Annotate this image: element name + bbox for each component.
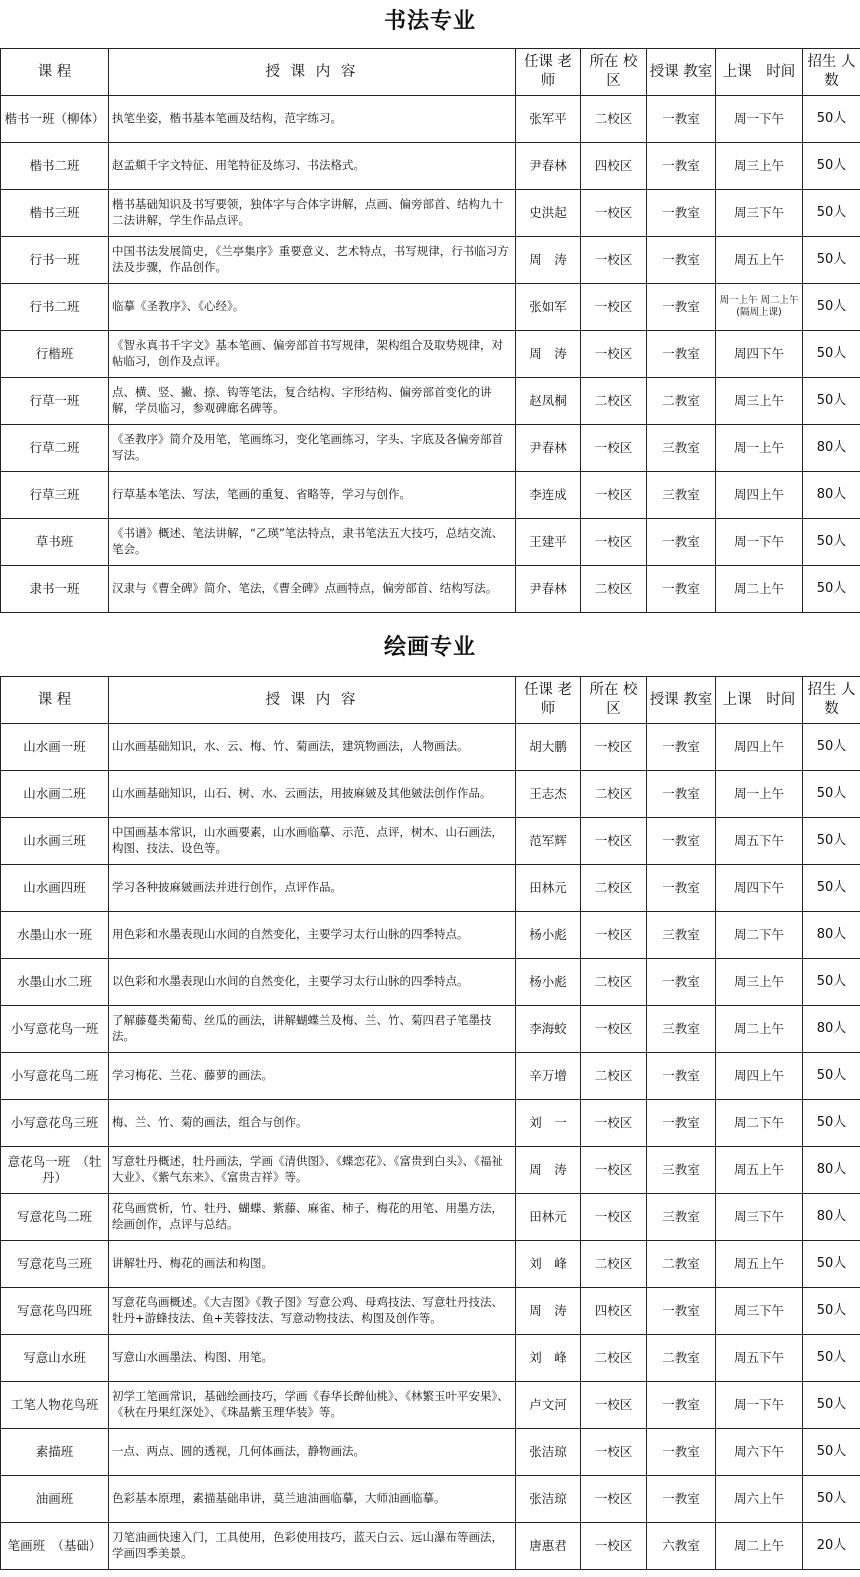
campus-cell: 二校区 <box>581 1241 647 1288</box>
content-cell: 刀笔油画快速入门，工具使用，色彩使用技巧，蓝天白云、远山瀑布等画法，学画四季美景。 <box>109 1523 516 1570</box>
header-campus: 所在 校区 <box>581 49 647 96</box>
seats-cell: 50人 <box>803 1476 860 1523</box>
campus-cell: 一校区 <box>581 912 647 959</box>
calligraphy-section-title: 书法专业 <box>383 9 476 34</box>
time-cell: 周四下午 <box>716 331 803 378</box>
seats-cell: 50人 <box>803 190 860 237</box>
campus-cell: 一校区 <box>581 1382 647 1429</box>
teacher-cell: 张军平 <box>516 96 581 143</box>
table-row <box>1 818 860 865</box>
content-cell: 一点、两点、圆的透视，几何体画法，静物画法。 <box>109 1429 516 1476</box>
course-cell: 山水画二班 <box>1 771 109 818</box>
room-cell: 一教室 <box>647 331 716 378</box>
room-cell: 二教室 <box>647 1241 716 1288</box>
room-cell: 三教室 <box>647 912 716 959</box>
time-cell: 周六上午 <box>716 1476 803 1523</box>
header-seats: 招生 人数 <box>803 49 860 96</box>
teacher-cell: 李海蛟 <box>516 1006 581 1053</box>
table-row <box>1 1147 860 1194</box>
header-time: 上课 时间 <box>716 49 803 96</box>
seats-cell: 50人 <box>803 1429 860 1476</box>
seats-cell: 50人 <box>803 959 860 1006</box>
seats-cell: 50人 <box>803 724 860 771</box>
table-row <box>1 1429 860 1476</box>
content-cell: 学习梅花、兰花、藤萝的画法。 <box>109 1053 516 1100</box>
course-cell: 工笔人物花鸟班 <box>1 1382 109 1429</box>
course-cell: 油画班 <box>1 1476 109 1523</box>
table-row <box>1 1053 860 1100</box>
seats-cell: 50人 <box>803 378 860 425</box>
table-row <box>1 1194 860 1241</box>
course-cell: 小写意花鸟一班 <box>1 1006 109 1053</box>
time-cell: 周三上午 <box>716 378 803 425</box>
content-cell: 了解藤蔓类葡萄、丝瓜的画法，讲解蝴蝶兰及梅、兰、竹、菊四君子笔墨技法。 <box>109 1006 516 1053</box>
seats-cell: 50人 <box>803 1288 860 1335</box>
campus-cell: 一校区 <box>581 818 647 865</box>
table-row <box>1 566 860 613</box>
campus-cell: 二校区 <box>581 1335 647 1382</box>
content-cell: 《智永真书千字文》基本笔画、偏旁部首书写规律，架构组合及取势规律，对帖临习，创作及点评。 <box>109 331 516 378</box>
course-cell: 行书一班 <box>1 237 109 284</box>
content-cell: 学习各种披麻皴画法并进行创作，点评作品。 <box>109 865 516 912</box>
course-cell: 行草二班 <box>1 425 109 472</box>
teacher-cell: 刘 峰 <box>516 1241 581 1288</box>
course-cell: 小写意花鸟三班 <box>1 1100 109 1147</box>
table-row <box>1 425 860 472</box>
room-cell: 一教室 <box>647 1382 716 1429</box>
room-cell: 三教室 <box>647 1147 716 1194</box>
seats-cell: 80人 <box>803 1147 860 1194</box>
campus-cell: 一校区 <box>581 237 647 284</box>
time-cell: 周五上午 <box>716 237 803 284</box>
room-cell: 三教室 <box>647 425 716 472</box>
seats-cell: 50人 <box>803 771 860 818</box>
teacher-cell: 尹春林 <box>516 143 581 190</box>
campus-cell: 一校区 <box>581 1147 647 1194</box>
table-row <box>1 378 860 425</box>
content-cell: 赵孟頫千字文特征、用笔特征及练习、书法格式。 <box>109 143 516 190</box>
time-cell: 周二上午 <box>716 1523 803 1570</box>
seats-cell: 80人 <box>803 912 860 959</box>
time-cell: 周二上午 <box>716 566 803 613</box>
campus-cell: 四校区 <box>581 143 647 190</box>
campus-cell: 二校区 <box>581 566 647 613</box>
table-row <box>1 1288 860 1335</box>
course-cell: 行楷班 <box>1 331 109 378</box>
teacher-cell: 周 涛 <box>516 331 581 378</box>
room-cell: 一教室 <box>647 1288 716 1335</box>
time-cell: 周四上午 <box>716 472 803 519</box>
table-row <box>1 1523 860 1570</box>
time-cell: 周三下午 <box>716 190 803 237</box>
course-cell: 写意花鸟四班 <box>1 1288 109 1335</box>
content-cell: 临摹《圣教序》、《心经》。 <box>109 284 516 331</box>
room-cell: 一教室 <box>647 771 716 818</box>
course-cell: 楷书三班 <box>1 190 109 237</box>
course-cell: 行草三班 <box>1 472 109 519</box>
course-cell: 写意花鸟三班 <box>1 1241 109 1288</box>
room-cell: 一教室 <box>647 1053 716 1100</box>
campus-cell: 一校区 <box>581 331 647 378</box>
course-cell: 草书班 <box>1 519 109 566</box>
campus-cell: 二校区 <box>581 865 647 912</box>
teacher-cell: 张如军 <box>516 284 581 331</box>
time-cell: 周三上午 <box>716 143 803 190</box>
header-teacher: 任课 老师 <box>516 49 581 96</box>
seats-cell: 50人 <box>803 237 860 284</box>
seats-cell: 50人 <box>803 566 860 613</box>
teacher-cell: 李连成 <box>516 472 581 519</box>
content-cell: 执笔坐姿，楷书基本笔画及结构，范字练习。 <box>109 96 516 143</box>
teacher-cell: 王建平 <box>516 519 581 566</box>
content-cell: 初学工笔画常识，基础绘画技巧，学画《春华长醉仙桃》、《林繁玉叶平安果》、《秋在丹果红深处》、《珠晶紫玉理华装》等。 <box>109 1382 516 1429</box>
seats-cell: 50人 <box>803 865 860 912</box>
course-cell: 行书二班 <box>1 284 109 331</box>
table-row <box>1 912 860 959</box>
course-cell: 笔画班 （基础） <box>1 1523 109 1570</box>
table-row <box>1 1241 860 1288</box>
room-cell: 一教室 <box>647 1429 716 1476</box>
campus-cell: 一校区 <box>581 1194 647 1241</box>
seats-cell: 50人 <box>803 143 860 190</box>
header-content: 授 课 内 容 <box>109 49 516 96</box>
content-cell: 梅、兰、竹、菊的画法，组合与创作。 <box>109 1100 516 1147</box>
content-cell: 以色彩和水墨表现山水间的自然变化，主要学习太行山脉的四季特点。 <box>109 959 516 1006</box>
content-cell: 《书谱》概述、笔法讲解，“乙瑛”笔法特点，隶书笔法五大技巧，总结交流、笔会。 <box>109 519 516 566</box>
content-cell: 楷书基础知识及书写要领，独体字与合体字讲解，点画、偏旁部首、结构九十二法讲解，学生作品点评。 <box>109 190 516 237</box>
room-cell: 三教室 <box>647 1194 716 1241</box>
seats-cell: 80人 <box>803 425 860 472</box>
content-cell: 行草基本笔法、写法，笔画的重复、省略等，学习与创作。 <box>109 472 516 519</box>
seats-cell: 50人 <box>803 96 860 143</box>
campus-cell: 二校区 <box>581 771 647 818</box>
room-cell: 三教室 <box>647 1006 716 1053</box>
time-cell: 周五下午 <box>716 1335 803 1382</box>
campus-cell: 二校区 <box>581 378 647 425</box>
header-course: 课 程 <box>1 49 109 96</box>
content-cell: 写意山水画墨法、构图、用笔。 <box>109 1335 516 1382</box>
time-cell: 周一上午 <box>716 771 803 818</box>
room-cell: 一教室 <box>647 818 716 865</box>
teacher-cell: 周 涛 <box>516 1147 581 1194</box>
time-cell: 周二下午 <box>716 1100 803 1147</box>
table-row <box>1 190 860 237</box>
campus-cell: 一校区 <box>581 1100 647 1147</box>
teacher-cell: 尹春林 <box>516 425 581 472</box>
course-cell: 意花鸟一班 （牡丹） <box>1 1147 109 1194</box>
course-cell: 山水画一班 <box>1 724 109 771</box>
room-cell: 一教室 <box>647 1100 716 1147</box>
seats-cell: 80人 <box>803 1006 860 1053</box>
table-row <box>1 472 860 519</box>
seats-cell: 50人 <box>803 1335 860 1382</box>
time-cell: 周六下午 <box>716 1429 803 1476</box>
course-cell: 水墨山水一班 <box>1 912 109 959</box>
course-cell: 小写意花鸟二班 <box>1 1053 109 1100</box>
seats-cell: 50人 <box>803 818 860 865</box>
table-row <box>1 1006 860 1053</box>
teacher-cell: 尹春林 <box>516 566 581 613</box>
time-cell: 周一下午 <box>716 1382 803 1429</box>
header-room: 授课 教室 <box>647 677 716 724</box>
content-cell: 点、横、竖、撇、捺、钩等笔法，复合结构、字形结构、偏旁部首变化的讲解，学员临习，参观碑廊名碑等。 <box>109 378 516 425</box>
teacher-cell: 胡大鹏 <box>516 724 581 771</box>
painting-section-title: 绘画专业 <box>383 635 476 660</box>
table-row <box>1 284 860 331</box>
header-course: 课 程 <box>1 677 109 724</box>
time-cell: 周二上午 <box>716 1006 803 1053</box>
course-cell: 隶书一班 <box>1 566 109 613</box>
teacher-cell: 范军辉 <box>516 818 581 865</box>
seats-cell: 20人 <box>803 1523 860 1570</box>
teacher-cell: 田林元 <box>516 865 581 912</box>
campus-cell: 一校区 <box>581 1476 647 1523</box>
table-row <box>1 519 860 566</box>
room-cell: 一教室 <box>647 519 716 566</box>
campus-cell: 一校区 <box>581 1006 647 1053</box>
calligraphy-table <box>0 48 860 613</box>
time-cell: 周三下午 <box>716 1288 803 1335</box>
time-cell: 周四下午 <box>716 865 803 912</box>
room-cell: 一教室 <box>647 1476 716 1523</box>
teacher-cell: 刘 峰 <box>516 1335 581 1382</box>
painting-table-body <box>1 724 860 1570</box>
table-row <box>1 1382 860 1429</box>
table-row <box>1 724 860 771</box>
header-content: 授 课 内 容 <box>109 677 516 724</box>
room-cell: 二教室 <box>647 1335 716 1382</box>
content-cell: 《圣教序》简介及用笔，笔画练习，变化笔画练习，字头、字底及各偏旁部首写法。 <box>109 425 516 472</box>
teacher-cell: 辛万增 <box>516 1053 581 1100</box>
table-row <box>1 771 860 818</box>
content-cell: 写意牡丹概述，牡丹画法，学画《清供图》、《蝶恋花》、《富贵到白头》、《福祉大业》、《紫气东来》、《富贵吉祥》等。 <box>109 1147 516 1194</box>
table-row <box>1 1476 860 1523</box>
time-cell: 周五上午 <box>716 1241 803 1288</box>
time-cell: 周五下午 <box>716 818 803 865</box>
content-cell: 中国画基本常识，山水画要素，山水画临摹、示范、点评，树木、山石画法，构图、技法、设色等。 <box>109 818 516 865</box>
room-cell: 一教室 <box>647 96 716 143</box>
teacher-cell: 张洁琼 <box>516 1429 581 1476</box>
table-row <box>1 1335 860 1382</box>
campus-cell: 一校区 <box>581 1523 647 1570</box>
content-cell: 讲解牡丹、梅花的画法和构图。 <box>109 1241 516 1288</box>
header-teacher: 任课 老师 <box>516 677 581 724</box>
seats-cell: 50人 <box>803 1382 860 1429</box>
time-cell: 周一下午 <box>716 96 803 143</box>
teacher-cell: 田林元 <box>516 1194 581 1241</box>
content-cell: 山水画基础知识，水、云、梅、竹、菊画法，建筑物画法，人物画法。 <box>109 724 516 771</box>
room-cell: 一教室 <box>647 284 716 331</box>
course-cell: 楷书二班 <box>1 143 109 190</box>
campus-cell: 二校区 <box>581 96 647 143</box>
room-cell: 一教室 <box>647 959 716 1006</box>
time-cell: 周一上午 周二上午 (隔周上课) <box>716 284 803 331</box>
room-cell: 一教室 <box>647 190 716 237</box>
teacher-cell: 史洪起 <box>516 190 581 237</box>
painting-table <box>0 676 860 1570</box>
teacher-cell: 周 涛 <box>516 237 581 284</box>
room-cell: 三教室 <box>647 472 716 519</box>
campus-cell: 一校区 <box>581 472 647 519</box>
campus-cell: 一校区 <box>581 190 647 237</box>
room-cell: 一教室 <box>647 566 716 613</box>
calligraphy-table-body <box>1 96 860 613</box>
content-cell: 中国书法发展简史，《兰亭集序》重要意义、艺术特点，书写规律，行书临习方法及步骤，作品创作。 <box>109 237 516 284</box>
seats-cell: 50人 <box>803 519 860 566</box>
room-cell: 一教室 <box>647 724 716 771</box>
course-cell: 山水画四班 <box>1 865 109 912</box>
content-cell: 用色彩和水墨表现山水间的自然变化，主要学习太行山脉的四季特点。 <box>109 912 516 959</box>
course-cell: 行草一班 <box>1 378 109 425</box>
time-cell: 周三下午 <box>716 1194 803 1241</box>
course-cell: 楷书一班（柳体） <box>1 96 109 143</box>
header-seats: 招生 人数 <box>803 677 860 724</box>
table-row <box>1 1100 860 1147</box>
course-cell: 素描班 <box>1 1429 109 1476</box>
table-row <box>1 96 860 143</box>
header-time: 上课 时间 <box>716 677 803 724</box>
course-cell: 水墨山水二班 <box>1 959 109 1006</box>
table-row <box>1 865 860 912</box>
teacher-cell: 赵凤桐 <box>516 378 581 425</box>
seats-cell: 80人 <box>803 472 860 519</box>
table-row <box>1 959 860 1006</box>
campus-cell: 二校区 <box>581 1053 647 1100</box>
course-cell: 写意花鸟二班 <box>1 1194 109 1241</box>
room-cell: 六教室 <box>647 1523 716 1570</box>
seats-cell: 80人 <box>803 1194 860 1241</box>
campus-cell: 一校区 <box>581 1429 647 1476</box>
campus-cell: 四校区 <box>581 1288 647 1335</box>
time-cell: 周四上午 <box>716 1053 803 1100</box>
teacher-cell: 杨小彪 <box>516 959 581 1006</box>
content-cell: 色彩基本原理，素描基础串讲，莫兰迪油画临摹，大师油画临摹。 <box>109 1476 516 1523</box>
time-cell: 周二下午 <box>716 912 803 959</box>
course-cell: 山水画三班 <box>1 818 109 865</box>
teacher-cell: 杨小彪 <box>516 912 581 959</box>
course-cell: 写意山水班 <box>1 1335 109 1382</box>
content-cell: 花鸟画赏析，竹、牡丹、蝴蝶、紫藤、麻雀、柿子、梅花的用笔、用墨方法，绘画创作，点评与总结。 <box>109 1194 516 1241</box>
time-cell: 周一下午 <box>716 519 803 566</box>
room-cell: 二教室 <box>647 378 716 425</box>
seats-cell: 50人 <box>803 331 860 378</box>
seats-cell: 50人 <box>803 1053 860 1100</box>
time-cell: 周一上午 <box>716 425 803 472</box>
table-row <box>1 143 860 190</box>
room-cell: 一教室 <box>647 237 716 284</box>
table-row <box>1 331 860 378</box>
content-cell: 山水画基础知识，山石、树、水、云画法，用披麻皴及其他皴法创作作品。 <box>109 771 516 818</box>
room-cell: 一教室 <box>647 143 716 190</box>
seats-cell: 50人 <box>803 1241 860 1288</box>
teacher-cell: 刘 一 <box>516 1100 581 1147</box>
room-cell: 一教室 <box>647 865 716 912</box>
teacher-cell: 王志杰 <box>516 771 581 818</box>
teacher-cell: 唐惠君 <box>516 1523 581 1570</box>
calligraphy-header-row <box>1 49 860 96</box>
teacher-cell: 张洁琼 <box>516 1476 581 1523</box>
seats-cell: 50人 <box>803 1100 860 1147</box>
campus-cell: 一校区 <box>581 724 647 771</box>
time-cell: 周五上午 <box>716 1147 803 1194</box>
teacher-cell: 周 涛 <box>516 1288 581 1335</box>
content-cell: 写意花鸟画概述。《大吉图》《教子图》写意公鸡、母鸡技法、写意牡丹技法、牡丹+游蜂技法、鱼+芙蓉技法、写意动物技法、构图及创作等。 <box>109 1288 516 1335</box>
table-row <box>1 237 860 284</box>
painting-header-row <box>1 677 860 724</box>
teacher-cell: 卢文河 <box>516 1382 581 1429</box>
seats-cell: 50人 <box>803 284 860 331</box>
time-cell: 周三上午 <box>716 959 803 1006</box>
header-room: 授课 教室 <box>647 49 716 96</box>
campus-cell: 二校区 <box>581 959 647 1006</box>
content-cell: 汉隶与《曹全碑》简介、笔法，《曹全碑》点画特点，偏旁部首、结构写法。 <box>109 566 516 613</box>
header-campus: 所在 校区 <box>581 677 647 724</box>
campus-cell: 一校区 <box>581 425 647 472</box>
campus-cell: 一校区 <box>581 284 647 331</box>
campus-cell: 一校区 <box>581 519 647 566</box>
time-cell: 周四上午 <box>716 724 803 771</box>
